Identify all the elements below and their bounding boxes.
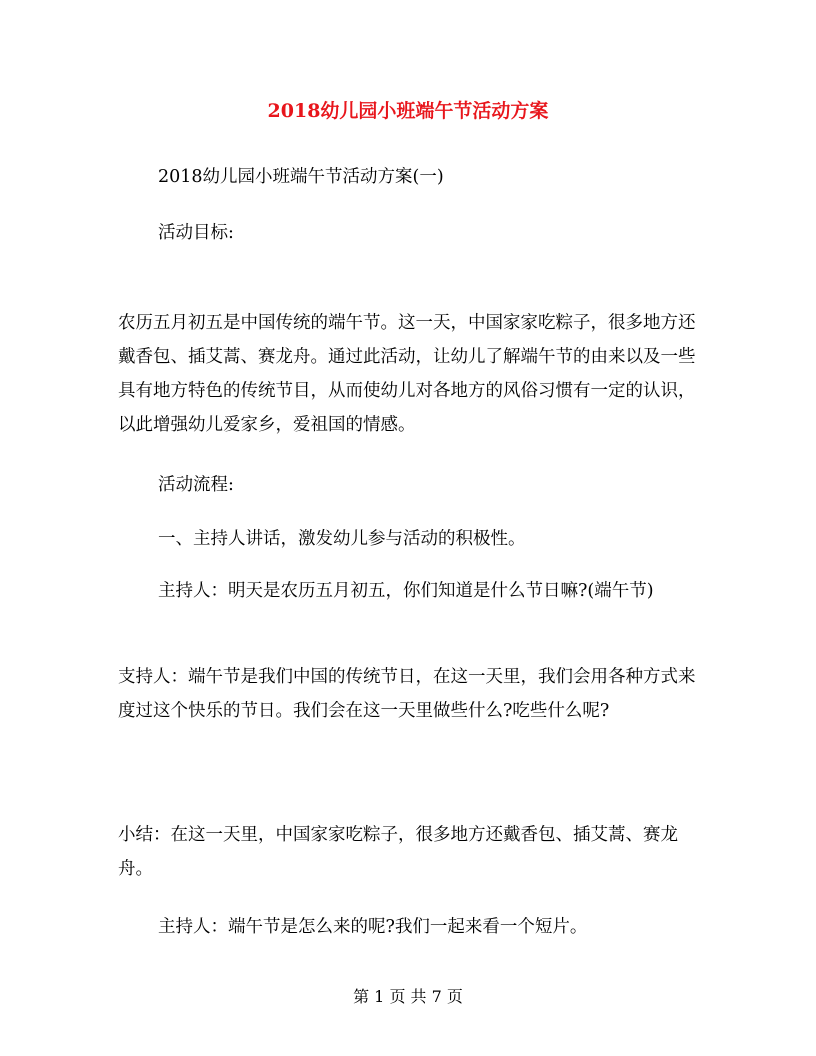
- subtitle-paragraph: 2018幼儿园小班端午节活动方案(一): [158, 167, 444, 187]
- page-footer: 第 1 页 共 7 页: [353, 987, 463, 1006]
- goals-paragraph: 农历五月初五是中国传统的端午节。这一天，中国家家吃粽子，很多地方还戴香包、插艾蒿、赛龙舟。通过此活动，让幼儿了解端午节的由来以及一些具有地方特色的传统节目，从而使幼儿对各地方的风俗习惯有一定的认识，以此增强幼儿爱家乡，爱祖国的情感。: [118, 313, 696, 435]
- goals-heading: 活动目标:: [158, 223, 234, 243]
- process-step-1: 一、主持人讲话，激发幼儿参与活动的积极性。: [158, 529, 526, 549]
- summary-paragraph: 小结：在这一天里，中国家家吃粽子，很多地方还戴香包、插艾蒿、赛龙舟。: [118, 825, 678, 879]
- host-explanation-paragraph: 支持人：端午节是我们中国的传统节日，在这一天里，我们会用各种方式来度过这个快乐的节日。我们会在这一天里做些什么?吃些什么呢?: [118, 667, 696, 721]
- document-title: 2018幼儿园小班端午节活动方案: [267, 100, 549, 122]
- process-heading: 活动流程:: [158, 475, 234, 495]
- host-question-paragraph: 主持人：明天是农历五月初五，你们知道是什么节日嘛?(端午节): [158, 581, 654, 601]
- host-video-paragraph: 主持人：端午节是怎么来的呢?我们一起来看一个短片。: [158, 917, 588, 937]
